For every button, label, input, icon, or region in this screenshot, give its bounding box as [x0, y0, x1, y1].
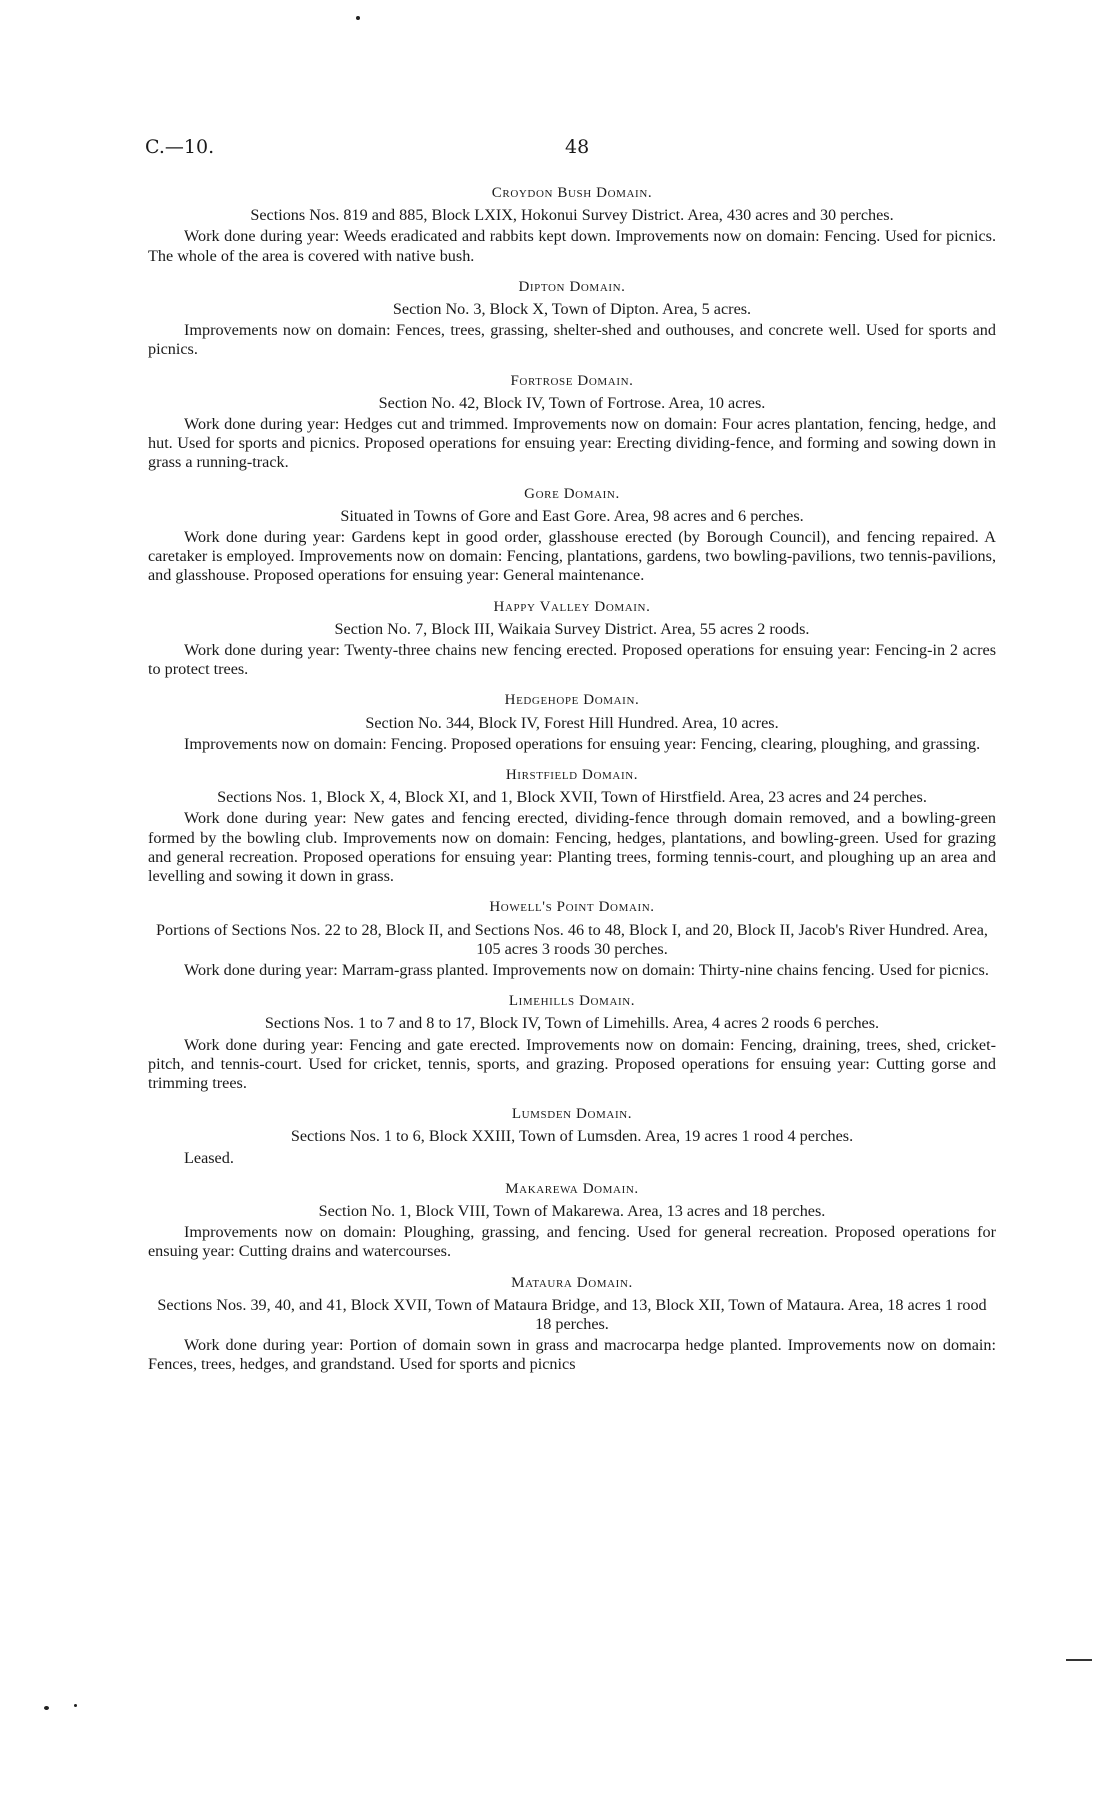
print-speck: [356, 16, 360, 20]
domain-paragraph: Improvements now on domain: Fences, trees, grassing, shelter-shed and outhouses, and concrete well. Used for sports and picnics.: [148, 321, 996, 359]
domain-title: Mataura Domain.: [511, 1274, 633, 1291]
domain-paragraph: Work done during year: Gardens kept in good order, glasshouse erected (by Borough Council), and fencing repaired. A caretaker is employed. Improvements now on domain: Fencing, plantations, gardens, two bowling-pavilions, two tennis-pavilions, and glasshouse. Proposed operations for ensuing year: General maintenance.: [148, 528, 996, 585]
domain-location: Sections Nos. 1 to 6, Block XXIII, Town of Lumsden. Area, 19 acres 1 rood 4 perches.: [290, 1127, 854, 1146]
domain-location: Section No. 3, Block X, Town of Dipton. Area, 5 acres.: [392, 300, 752, 319]
domain-section: [148, 766, 996, 886]
page-header: [145, 136, 1005, 166]
domain-section: [148, 898, 996, 980]
document-body: [148, 184, 996, 1387]
print-mark: [1066, 1659, 1092, 1661]
domain-title: Hirstfield Domain.: [505, 767, 639, 784]
domain-paragraph: Work done during year: Hedges cut and trimmed. Improvements now on domain: Four acres plantation, fencing, hedge, and hut. Used for sports and picnics. Proposed operations for ensuing year: Erecting dividing-fence, and forming and sowing down in grass a running-track.: [148, 415, 996, 472]
domain-title: Limehills Domain.: [508, 993, 636, 1010]
domain-title: Gore Domain.: [524, 485, 620, 502]
domain-paragraph: Work done during year: Marram-grass planted. Improvements now on domain: Thirty-nine chains fencing. Used for picnics.: [184, 960, 989, 979]
domain-paragraph: Improvements now on domain: Ploughing, grassing, and fencing. Used for general recreation. Proposed operations for ensuing year: Cutting drains and watercourses.: [148, 1223, 996, 1261]
domain-title: Croydon Bush Domain.: [491, 185, 653, 201]
domain-section: [148, 1274, 996, 1375]
domain-title: Lumsden Domain.: [511, 1106, 633, 1123]
domain-section: [148, 691, 996, 754]
domain-location: Sections Nos. 819 and 885, Block LXIX, Hokonui Survey District. Area, 430 acres and 30 perches.: [250, 206, 894, 225]
domain-location: Sections Nos. 39, 40, and 41, Block XVII, Town of Mataura Bridge, and 13, Block XII, Town of Mataura. Area, 18 acres 1 rood 18 perches.: [157, 1295, 987, 1333]
domain-section: [148, 184, 996, 266]
page-number: 48: [565, 136, 590, 158]
domain-location: Sections Nos. 1 to 7 and 8 to 17, Block IV, Town of Limehills. Area, 4 acres 2 roods 6 perches.: [264, 1014, 880, 1033]
domain-section: [148, 992, 996, 1093]
domain-section: [148, 372, 996, 473]
domain-section: [148, 278, 996, 360]
print-speck: [74, 1704, 77, 1707]
domain-paragraph: Work done during year: Portion of domain sown in grass and macrocarpa hedge planted. Improvements now on domain: Fences, trees, hedges, and grandstand. Used for sports and picnics: [148, 1336, 996, 1374]
domain-location: Situated in Towns of Gore and East Gore. Area, 98 acres and 6 perches.: [340, 506, 804, 525]
print-speck: [44, 1706, 49, 1710]
domain-location: Section No. 1, Block VIII, Town of Makarewa. Area, 13 acres and 18 perches.: [318, 1201, 826, 1220]
domain-section: [148, 598, 996, 680]
domain-section: [148, 1180, 996, 1262]
domain-location: Section No. 42, Block IV, Town of Fortrose. Area, 10 acres.: [378, 393, 766, 412]
domain-title: Makarewa Domain.: [505, 1180, 639, 1197]
domain-title: Happy Valley Domain.: [493, 598, 651, 615]
domain-paragraph: Work done during year: Weeds eradicated and rabbits kept down. Improvements now on domain: Fencing. Used for picnics. The whole of the area is covered with native bush.: [148, 227, 996, 265]
domain-section: [148, 1105, 996, 1168]
domain-title: Dipton Domain.: [518, 278, 626, 295]
domain-title: Hedgehope Domain.: [504, 692, 640, 709]
domain-paragraph: Work done during year: Twenty-three chains new fencing erected. Proposed operations for ensuing year: Fencing-in 2 acres to protect trees.: [148, 641, 996, 679]
domain-title: Fortrose Domain.: [510, 372, 634, 389]
domain-location: Section No. 7, Block III, Waikaia Survey District. Area, 55 acres 2 roods.: [334, 619, 810, 638]
domain-paragraph: Leased.: [184, 1148, 234, 1167]
domain-title: Howell's Point Domain.: [489, 899, 655, 916]
domain-section: [148, 485, 996, 586]
domain-paragraph: Improvements now on domain: Fencing. Proposed operations for ensuing year: Fencing, clearing, ploughing, and grassing.: [184, 734, 981, 753]
domain-location: Sections Nos. 1, Block X, 4, Block XI, and 1, Block XVII, Town of Hirstfield. Area, 23 acres and 24 perches.: [217, 788, 927, 807]
domain-location: Section No. 344, Block IV, Forest Hill Hundred. Area, 10 acres.: [365, 713, 779, 732]
domain-location: Portions of Sections Nos. 22 to 28, Block II, and Sections Nos. 46 to 48, Block I, and 20, Block II, Jacob's River Hundred. Area, 105 acres 3 roods 30 perches.: [156, 920, 988, 958]
document-reference: C.—10.: [145, 136, 215, 158]
domain-paragraph: Work done during year: Fencing and gate erected. Improvements now on domain: Fencing, draining, trees, shed, cricket-pitch, and tennis-court. Used for cricket, tennis, sports, and grazing. Proposed operations for ensuing year: Cutting gorse and trimming trees.: [148, 1035, 996, 1092]
domain-paragraph: Work done during year: New gates and fencing erected, dividing-fence through domain removed, and a bowling-green formed by the bowling club. Improvements now on domain: Fencing, hedges, plantations, and bowling-green. Used for grazing and general recreation. Proposed operations for ensuing year: Planting trees, forming tennis-court, and ploughing up an area and levelling and sowing it down in grass.: [148, 809, 996, 886]
